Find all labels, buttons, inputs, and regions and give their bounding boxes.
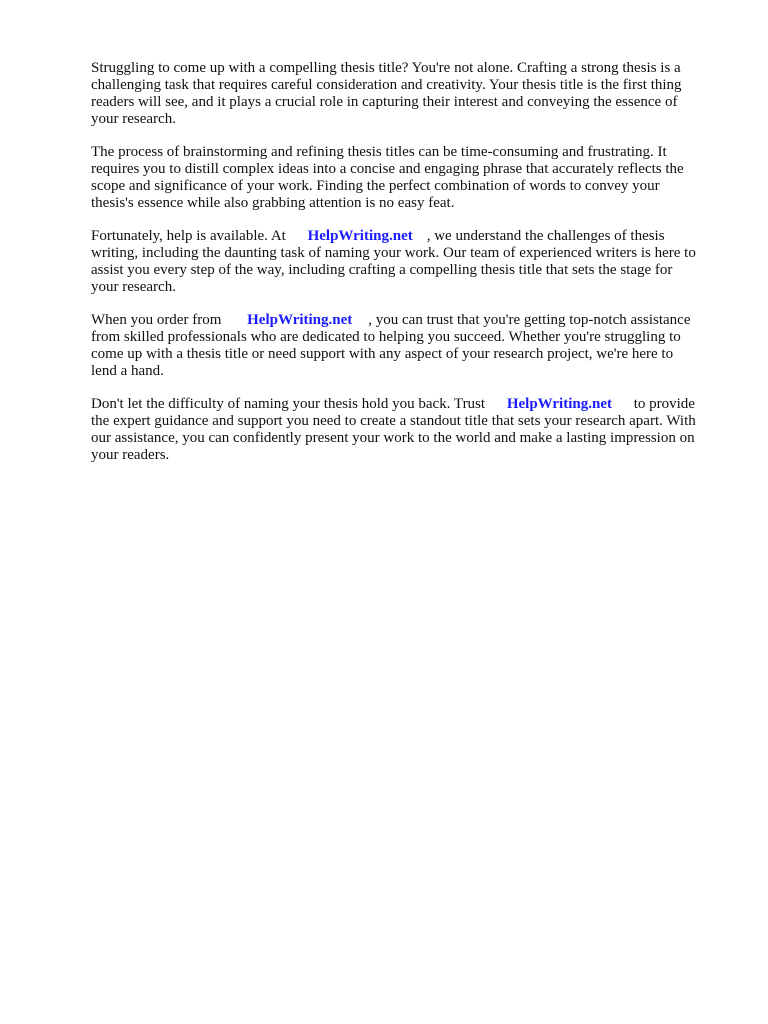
paragraph-trust	[91, 396, 721, 464]
paragraph-text-after: , you can trust that you're getting top-notch assistance from skilled professionals who are dedicated to helping you succeed. Whether you're struggling to come up with a thesis title or need support with any aspect of your research project, we're here to lend a hand.	[91, 312, 691, 379]
paragraph-text-before: Don't let the difficulty of naming your thesis hold you back. Trust	[91, 396, 489, 412]
paragraph-order	[91, 312, 721, 380]
helpwriting-link[interactable]: HelpWriting.net	[247, 312, 353, 328]
paragraph-intro: Struggling to come up with a compelling thesis title? You're not alone. Crafting a strong thesis is a challenging task that requires careful consideration and creativity. Your thesis title is the first thing readers will see, and it plays a crucial role in capturing their interest and conveying the essence of your research.	[91, 60, 682, 127]
helpwriting-link[interactable]: HelpWriting.net	[307, 228, 413, 244]
document-body	[91, 60, 721, 480]
helpwriting-link[interactable]: HelpWriting.net	[506, 396, 612, 412]
paragraph-text-after: , we understand the challenges of thesis writing, including the daunting task of naming your work. Our team of experienced writers is here to assist you every step of the way, including crafting a compelling thesis title that sets the stage for your research.	[91, 228, 696, 295]
paragraph-text-after: to provide the expert guidance and support you need to create a standout title that sets your research apart. With our assistance, you can confidently present your work to the world and make a lasting impression on your readers.	[91, 396, 696, 463]
paragraph-help-available	[91, 228, 721, 296]
paragraph-text-before: When you order from	[91, 312, 226, 328]
paragraph-process: The process of brainstorming and refining thesis titles can be time-consuming and frustrating. It requires you to distill complex ideas into a concise and engaging phrase that accurately reflects the scope and significance of your work. Finding the perfect combination of words to convey your thesis's essence while also grabbing attention is no easy feat.	[91, 144, 684, 211]
paragraph-text-before: Fortunately, help is available. At	[91, 228, 290, 244]
